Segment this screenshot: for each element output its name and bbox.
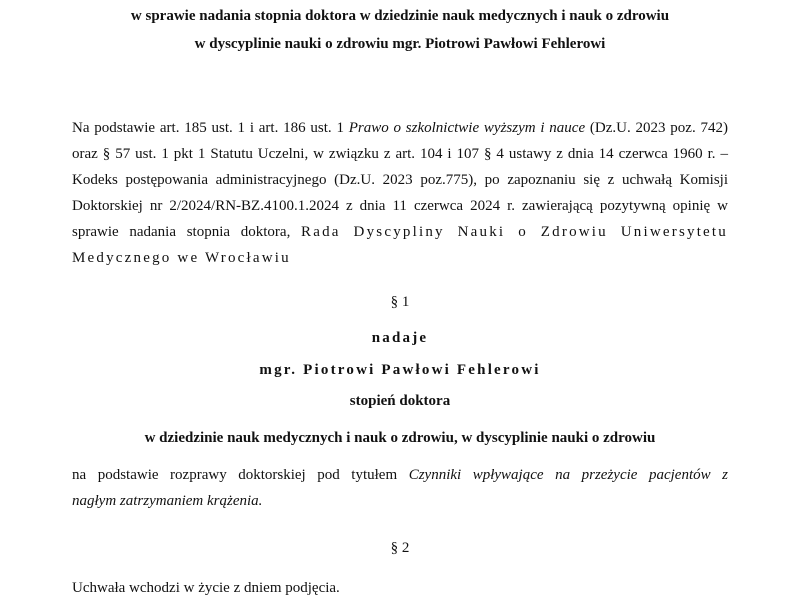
- section-2-mark: § 2: [390, 540, 410, 556]
- recipient-name: mgr. Piotrowi Pawłowi Fehlerowi: [259, 362, 541, 378]
- basis-line-1: [72, 467, 728, 484]
- basis-text: na podstawie rozprawy doktorskiej pod tytułem: [72, 467, 409, 483]
- act-title: Prawo o szkolnictwie wyższym i nauce: [348, 120, 586, 136]
- section-1-verb: nadaje: [371, 330, 429, 346]
- degree-title: stopień doktora: [349, 393, 451, 409]
- preamble-line-6: Medycznego we Wrocławiu: [72, 250, 291, 266]
- preamble-line-5: [72, 224, 728, 241]
- council-name: Rada Dyscypliny Nauki o Zdrowiu Uniwersytetu: [301, 224, 728, 240]
- header-line-2: w dyscyplinie nauki o zdrowiu mgr. Piotrowi Pawłowi Fehlerowi: [194, 36, 606, 52]
- thesis-title-cont: nagłym zatrzymaniem krążenia.: [72, 493, 263, 509]
- section-1-mark: § 1: [390, 294, 410, 310]
- basis-line-2: [72, 493, 262, 510]
- preamble-line-1: [72, 120, 728, 137]
- section-2-text: Uchwała wchodzi w życie z dniem podjęcia.: [72, 580, 340, 596]
- preamble-text: sprawie nadania stopnia doktora,: [72, 224, 302, 240]
- preamble-line-3: Kodeks postępowania administracyjnego (Dz.U. 2023 poz.775), po zapoznaniu się z uchwałą Komisji: [72, 172, 728, 188]
- header-line-1: w sprawie nadania stopnia doktora w dziedzinie nauk medycznych i nauk o zdrowiu: [130, 8, 670, 24]
- degree-field: w dziedzinie nauk medycznych i nauk o zdrowiu, w dyscyplinie nauki o zdrowiu: [144, 430, 656, 446]
- preamble-line-2: oraz § 57 ust. 1 pkt 1 Statutu Uczelni, w związku z art. 104 i 107 § 4 ustawy z dnia 14 czerwca 1960 r. –: [72, 146, 728, 162]
- preamble-text: Na podstawie art. 185 ust. 1 i art. 186 ust. 1: [72, 120, 349, 136]
- preamble-line-4: Doktorskiej nr 2/2024/RN-BZ.4100.1.2024 z dnia 11 czerwca 2024 r. zawierającą pozytywną opinię w: [72, 198, 728, 214]
- thesis-title: Czynniki wpływające na przeżycie pacjentów z: [408, 467, 729, 483]
- preamble-text: (Dz.U. 2023 poz. 742): [585, 120, 728, 136]
